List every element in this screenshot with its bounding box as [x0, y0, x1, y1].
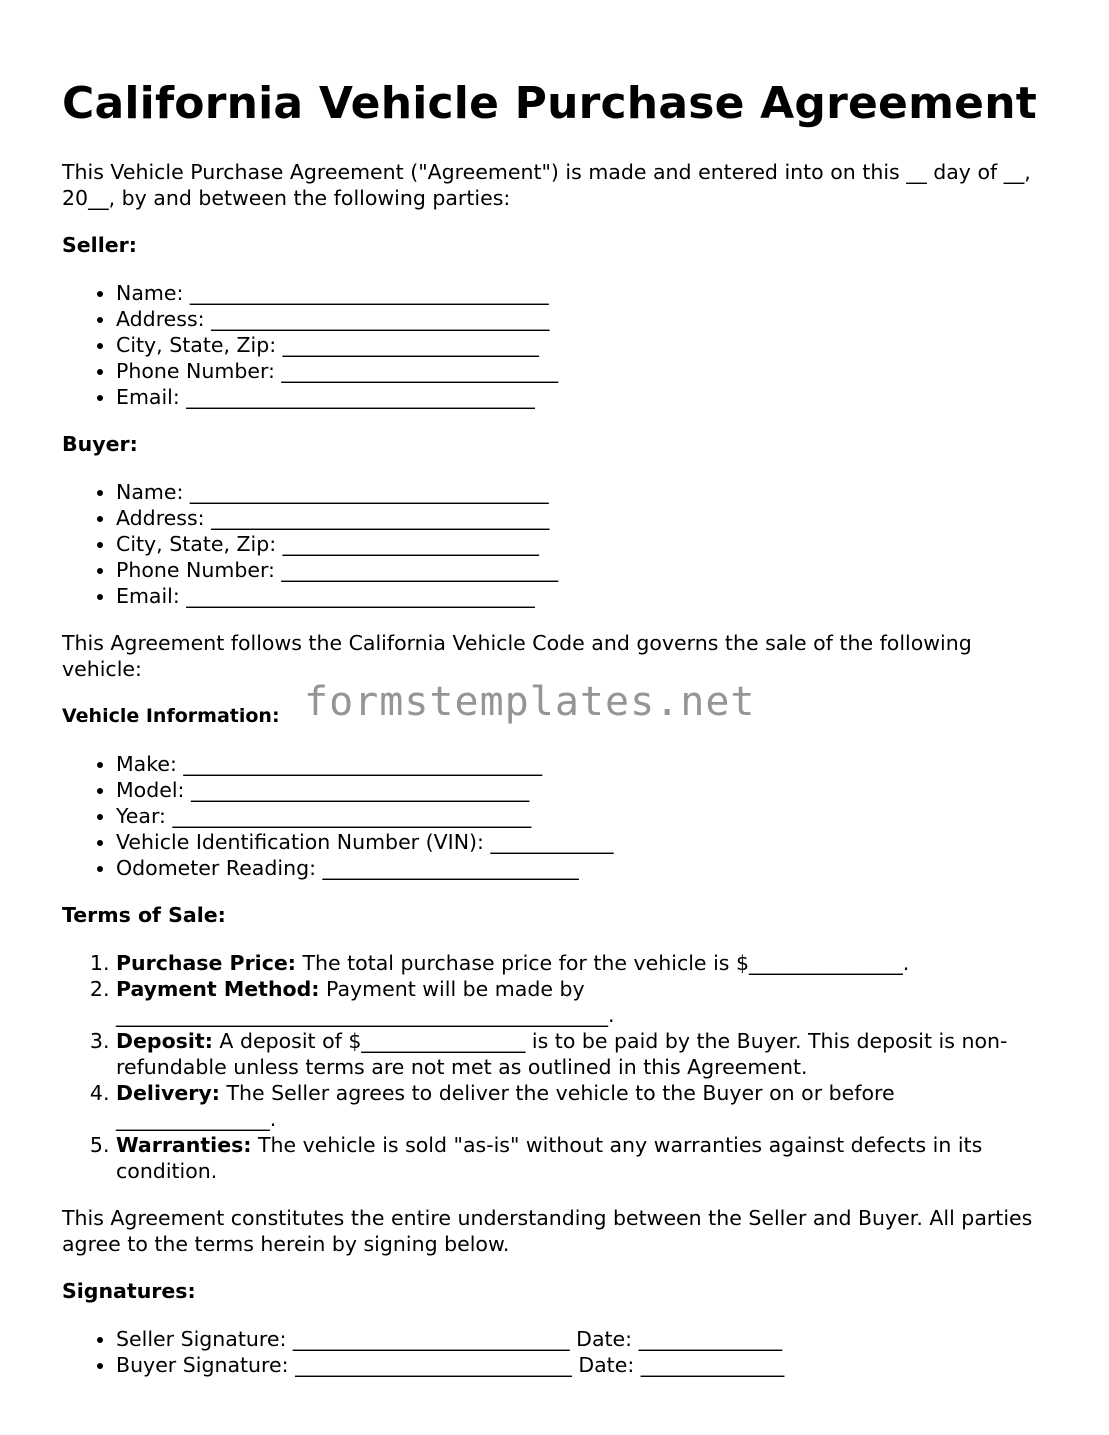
term-text: Payment will be made by ________________________________________________.	[116, 977, 615, 1027]
term-deposit	[116, 1028, 1037, 1080]
buyer-name-field: • Name: ___________________________________	[116, 479, 1037, 505]
vehicle-fields-list	[62, 751, 1037, 881]
seller-address-field: • Address: _________________________________	[116, 306, 1037, 332]
intro-paragraph: This Vehicle Purchase Agreement ("Agreement") is made and entered into on this __ day of __, 20__, by and between the following parties:	[62, 160, 1031, 210]
vehicle-make-field: • Make: ___________________________________	[116, 751, 1037, 777]
seller-phone-field: • Phone Number: ___________________________	[116, 358, 1037, 384]
signatures-list	[62, 1326, 1037, 1378]
buyer-fields-list	[62, 479, 1037, 609]
buyer-email-field: • Email: __________________________________	[116, 583, 1037, 609]
term-label: Delivery:	[116, 1081, 220, 1105]
vehicle-vin-field: • Vehicle Identification Number (VIN): ____________	[116, 829, 1037, 855]
terms-list	[62, 950, 1037, 1184]
document-page	[62, 0, 1037, 1378]
buyer-address-field: • Address: _________________________________	[116, 505, 1037, 531]
watermark-text: formstemplates.net	[304, 679, 756, 725]
term-purchase-price	[116, 950, 1037, 976]
vehicle-year-field: • Year: ___________________________________	[116, 803, 1037, 829]
buyer-city-state-zip-field: • City, State, Zip: _________________________	[116, 531, 1037, 557]
closing-paragraph: This Agreement constitutes the entire understanding between the Seller and Buyer. All parties agree to the terms herein by signing below.	[62, 1206, 1033, 1256]
seller-heading: Seller:	[62, 233, 137, 257]
term-text: A deposit of $________________ is to be paid by the Buyer. This deposit is non-refundable unless terms are not met as outlined in this Agreement.	[116, 1029, 1008, 1079]
term-delivery	[116, 1080, 1037, 1132]
term-text: The total purchase price for the vehicle is $_______________.	[295, 951, 910, 975]
seller-signature-line: • Seller Signature: ___________________________ Date: ______________	[116, 1326, 1037, 1352]
term-label: Deposit:	[116, 1029, 213, 1053]
signatures-heading: Signatures:	[62, 1279, 196, 1303]
seller-city-state-zip-field: • City, State, Zip: _________________________	[116, 332, 1037, 358]
terms-heading: Terms of Sale:	[62, 903, 226, 927]
document-title: California Vehicle Purchase Agreement	[62, 78, 1037, 129]
vehicle-heading-label: Vehicle Information:	[62, 705, 280, 727]
buyer-heading: Buyer:	[62, 432, 138, 456]
vehicle-odometer-field: • Odometer Reading: _________________________	[116, 855, 1037, 881]
term-warranties	[116, 1132, 1037, 1184]
governs-paragraph: This Agreement follows the California Vehicle Code and governs the sale of the following vehicle:	[62, 631, 972, 681]
term-text: The Seller agrees to deliver the vehicle to the Buyer on or before _______________.	[116, 1081, 895, 1131]
vehicle-model-field: • Model: _________________________________	[116, 777, 1037, 803]
buyer-signature-line: • Buyer Signature: ___________________________ Date: ______________	[116, 1352, 1037, 1378]
term-payment-method	[116, 976, 1037, 1028]
term-label: Warranties:	[116, 1133, 252, 1157]
seller-fields-list	[62, 280, 1037, 410]
seller-name-field: • Name: ___________________________________	[116, 280, 1037, 306]
vehicle-heading	[62, 679, 1037, 729]
term-label: Payment Method:	[116, 977, 320, 1001]
term-text: The vehicle is sold "as-is" without any warranties against defects in its condition.	[116, 1133, 983, 1183]
term-label: Purchase Price:	[116, 951, 296, 975]
seller-email-field: • Email: __________________________________	[116, 384, 1037, 410]
buyer-phone-field: • Phone Number: ___________________________	[116, 557, 1037, 583]
